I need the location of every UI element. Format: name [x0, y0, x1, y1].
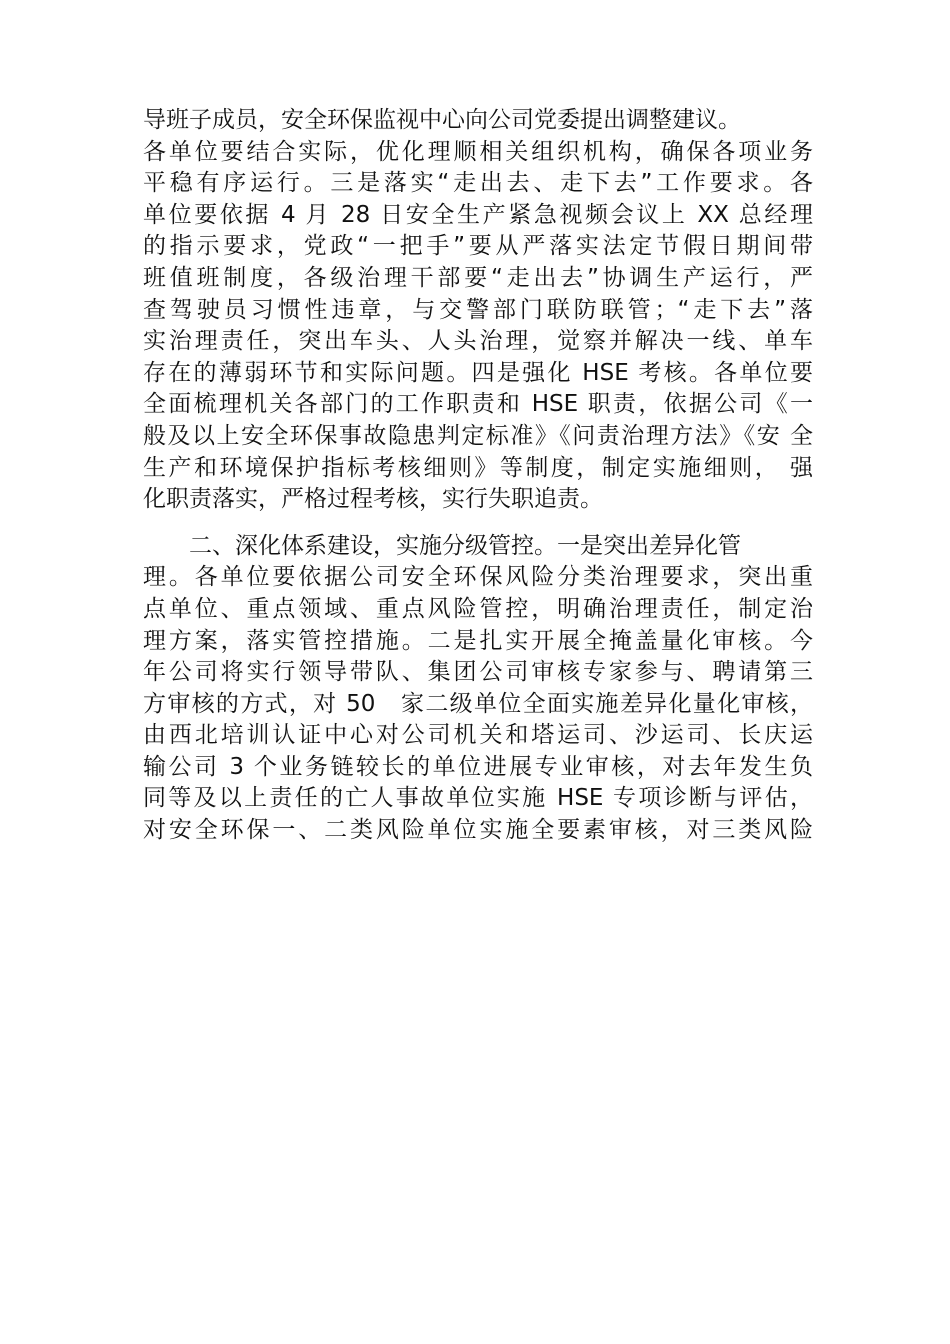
text-line: 全面梳理机关各部门的工作职责和 HSE 职责，依据公司《一	[143, 391, 813, 418]
text-line: 班值班制度，各级治理干部要“走出去”协调生产运行，严	[143, 264, 813, 291]
text-line: 导班子成员，安全环保监视中心向公司党委提出调整建议。	[143, 107, 741, 133]
text-line: 存在的薄弱环节和实际问题。四是强化 HSE 考核。各单位要	[143, 359, 813, 386]
text-line: 化职责落实，严格过程考核，实行失职追责。	[143, 486, 603, 513]
text-line: 对安全环保一、二类风险单位实施全要素审核，对三类风险	[143, 817, 813, 844]
text-line: 实治理责任，突出车头、人头治理，觉察并解决一线、单车	[143, 328, 813, 355]
text-line: 理。各单位要依据公司安全环保风险分类治理要求，突出重	[143, 564, 813, 591]
text-line: 的指示要求，党政“一把手”要从严落实法定节假日期间带	[143, 233, 813, 260]
text-line: 查驾驶员习惯性违章，与交警部门联防联管；“走下去”落	[143, 296, 813, 323]
text-line: 单位要依据 4 月 28 日安全生产紧急视频会议上 XX 总经理	[143, 201, 813, 228]
text-line: 同等及以上责任的亡人事故单位实施 HSE 专项诊断与评估，	[143, 785, 813, 812]
document-body	[143, 105, 813, 847]
paragraph-gap	[143, 516, 813, 531]
text-line: 生产和环境保护指标考核细则》等制度，制定实施细则， 强	[143, 454, 813, 481]
text-line: 平稳有序运行。三是落实“走出去、走下去”工作要求。各	[143, 170, 813, 197]
text-line: 方审核的方式，对 50 家二级单位全面实施差异化量化审核，	[143, 690, 813, 717]
text-line: 理方案，落实管控措施。二是扎实开展全掩盖量化审核。今	[143, 627, 813, 654]
text-line: 般及以上安全环保事故隐患判定标准》《问责治理方法》《安 全	[143, 422, 813, 449]
text-line: 各单位要结合实际，优化理顺相关组织机构，确保各项业务	[143, 138, 813, 165]
text-line: 输公司 3 个业务链较长的单位进展专业审核，对去年发生负	[143, 753, 813, 780]
text-line: 由西北培训认证中心对公司机关和塔运司、沙运司、长庆运	[143, 722, 813, 749]
text-line: 年公司将实行领导带队、集团公司审核专家参与、聘请第三	[143, 659, 813, 686]
text-line: 点单位、重点领域、重点风险管控，明确治理责任，制定治	[143, 595, 813, 622]
paragraph-heading-line: 二、深化体系建设，实施分级管控。一是突出差异化管	[189, 532, 741, 559]
